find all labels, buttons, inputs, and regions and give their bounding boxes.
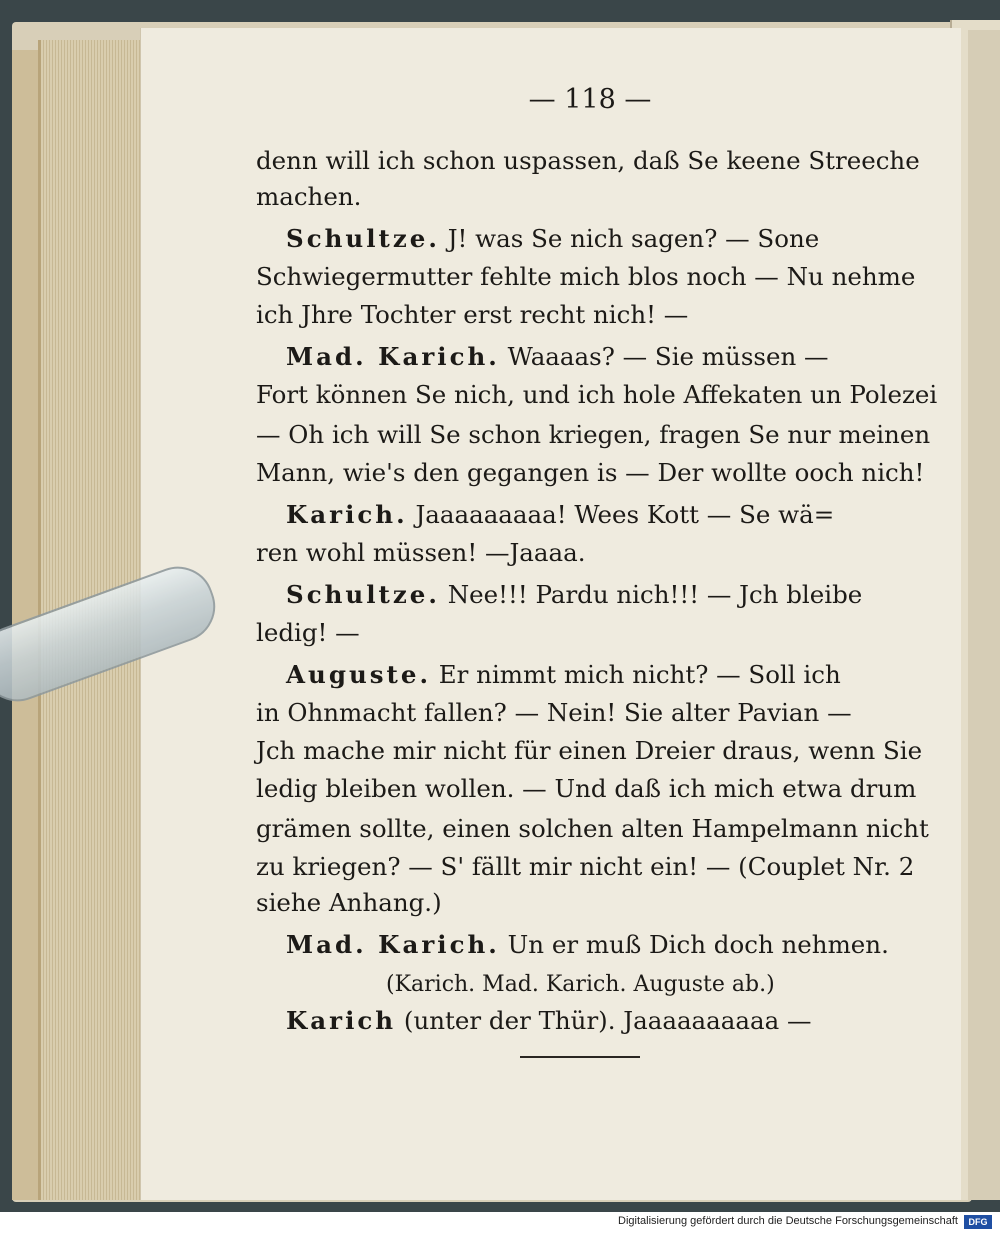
line-text: Nee!!! Pardu nich!!! — Jch bleibe (447, 580, 863, 609)
text-line (286, 1006, 812, 1036)
line-text: Jaaaaaaaaa! Wees Kott — Se wä= (415, 500, 835, 529)
line-text: J! was Se nich sagen? — Sone (447, 224, 820, 253)
line-text: ren wohl müssen! —Jaaaa. (256, 538, 586, 567)
text-line (286, 224, 819, 254)
page-number: — 118 — (528, 84, 652, 115)
line-text: Waaaas? — Sie müssen — (507, 342, 829, 371)
text-line (256, 146, 920, 176)
footer-credit: Digitalisierung gefördert durch die Deutsche Forschungsgemeinschaft (618, 1215, 958, 1227)
text-line (256, 774, 916, 804)
line-text: (unter der Thür). Jaaaaaaaaaa — (403, 1006, 812, 1035)
speaker-name: Mad. Karich. (286, 342, 500, 371)
text-line (286, 660, 841, 690)
dfg-logo-icon: DFG (964, 1215, 992, 1229)
text-line (286, 580, 862, 610)
footer-bar (0, 1212, 1000, 1234)
text-line (256, 618, 360, 648)
line-text: ledig bleiben wollen. — Und daß ich mich etwa drum (256, 774, 917, 803)
text-line (256, 736, 922, 766)
line-text: — Oh ich will Se schon kriegen, fragen Se nur meinen (256, 420, 931, 449)
line-text: denn will ich schon uspassen, daß Se keene Streeche (256, 146, 920, 175)
text-line (386, 968, 775, 1000)
text-line (256, 888, 442, 918)
speaker-name: Mad. Karich. (286, 930, 500, 959)
end-rule (520, 1056, 640, 1058)
line-text: zu kriegen? — S' fällt mir nicht ein! — (Couplet Nr. 2 (256, 852, 915, 881)
text-line (286, 342, 829, 372)
text-line (256, 458, 924, 488)
line-text: Un er muß Dich doch nehmen. (507, 930, 889, 959)
line-text: Fort können Se nich, und ich hole Affekaten un Polezei (256, 380, 938, 409)
speaker-name: Karich. (286, 500, 408, 529)
line-text: Jch mache mir nicht für einen Dreier draus, wenn Sie (256, 736, 923, 765)
text-line (256, 698, 852, 728)
line-text: ich Jhre Tochter erst recht nich! — (256, 300, 689, 329)
text-line (286, 500, 834, 530)
text-line (256, 300, 688, 330)
speaker-name: Auguste. (286, 660, 431, 689)
text-line (256, 182, 361, 212)
facing-page-inner (968, 30, 1000, 1200)
text-line (286, 930, 889, 960)
text-line (256, 538, 586, 568)
line-text: Schwiegermutter fehlte mich blos noch — Nu nehme (256, 262, 916, 291)
line-text: in Ohnmacht fallen? — Nein! Sie alter Pavian — (256, 698, 852, 727)
line-text: (Karich. Mad. Karich. Auguste ab.) (386, 972, 775, 997)
text-line (256, 814, 929, 844)
line-text: machen. (256, 182, 362, 211)
line-text: siehe Anhang.) (256, 888, 442, 917)
text-line (256, 852, 914, 882)
speaker-name: Schultze. (286, 580, 440, 609)
text-line (256, 420, 930, 450)
line-text: Er nimmt mich nicht? — Soll ich (438, 660, 841, 689)
text-line (256, 380, 937, 410)
line-text: grämen sollte, einen solchen alten Hampelmann nicht (256, 814, 929, 843)
text-line (256, 262, 915, 292)
line-text: Mann, wie's den gegangen is — Der wollte ooch nich! (256, 458, 925, 487)
speaker-name: Schultze. (286, 224, 440, 253)
speaker-name: Karich (286, 1006, 397, 1035)
line-text: ledig! — (256, 618, 360, 647)
